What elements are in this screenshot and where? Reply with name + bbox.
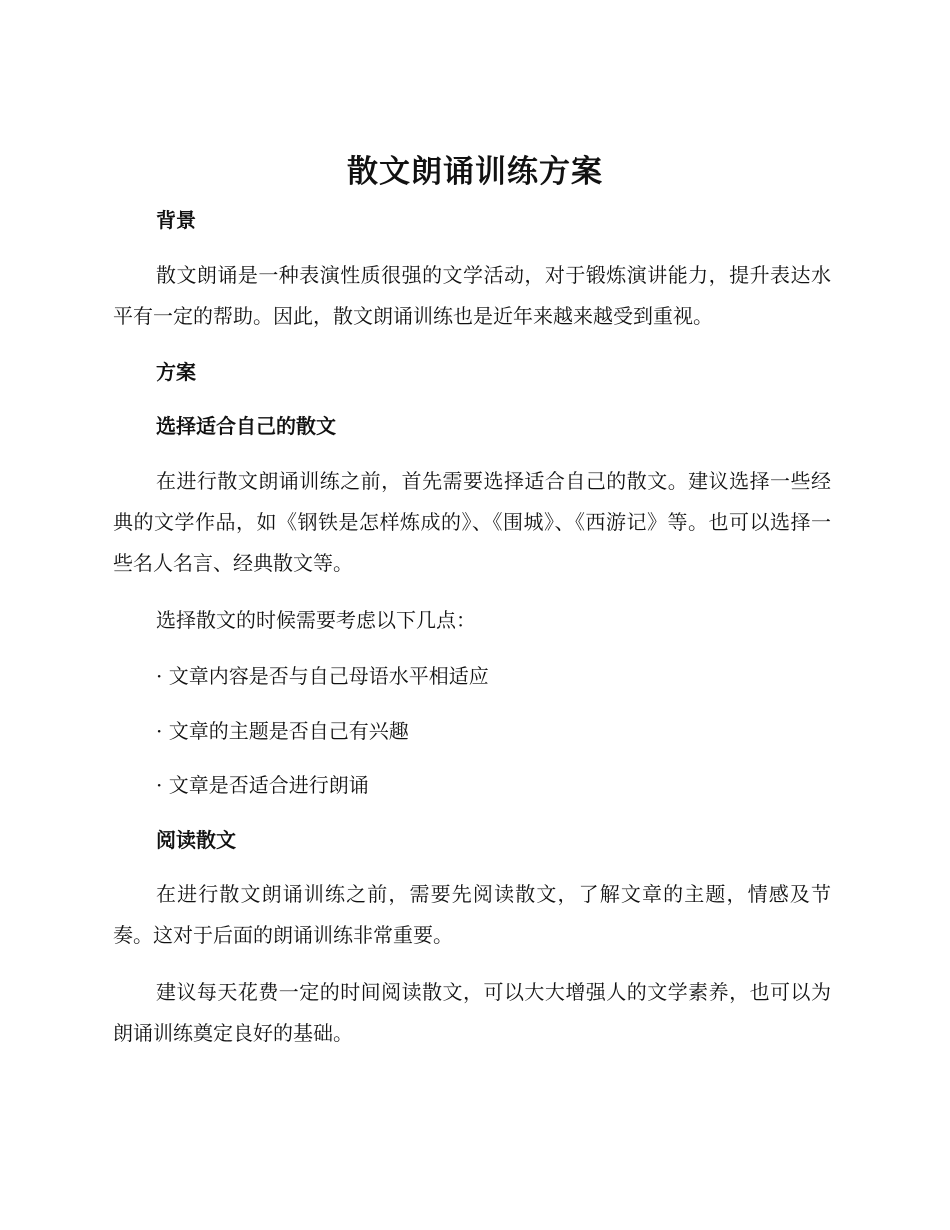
paragraph-daily-reading: 建议每天花费一定的时间阅读散文，可以大大增强人的文学素养，也可以为朗诵训练奠定良好的基础。 [113,980,831,1045]
document-title: 散文朗诵训练方案 [347,154,603,190]
heading-background: 背景 [156,208,196,232]
paragraph-considerations: 选择散文的时候需要考虑以下几点： [156,608,476,632]
list-item: · 文章的主题是否自己有兴趣 [156,719,409,743]
paragraph-read-prose: 在进行散文朗诵训练之前，需要先阅读散文，了解文章的主题，情感及节奏。这对于后面的朗诵训练非常重要。 [113,882,831,947]
list-item: · 文章是否适合进行朗诵 [156,773,369,797]
paragraph-choose-prose: 在进行散文朗诵训练之前，首先需要选择适合自己的散文。建议选择一些经典的文学作品，如《钢铁是怎样炼成的》、《围城》、《西游记》等。也可以选择一些名人名言、经典散文等。 [113,469,831,575]
heading-choose-prose: 选择适合自己的散文 [156,414,336,438]
heading-read-prose: 阅读散文 [156,828,236,852]
list-item: · 文章内容是否与自己母语水平相适应 [156,664,489,688]
paragraph-background: 散文朗诵是一种表演性质很强的文学活动，对于锻炼演讲能力，提升表达水平有一定的帮助。因此，散文朗诵训练也是近年来越来越受到重视。 [113,263,831,328]
heading-plan: 方案 [156,360,196,384]
